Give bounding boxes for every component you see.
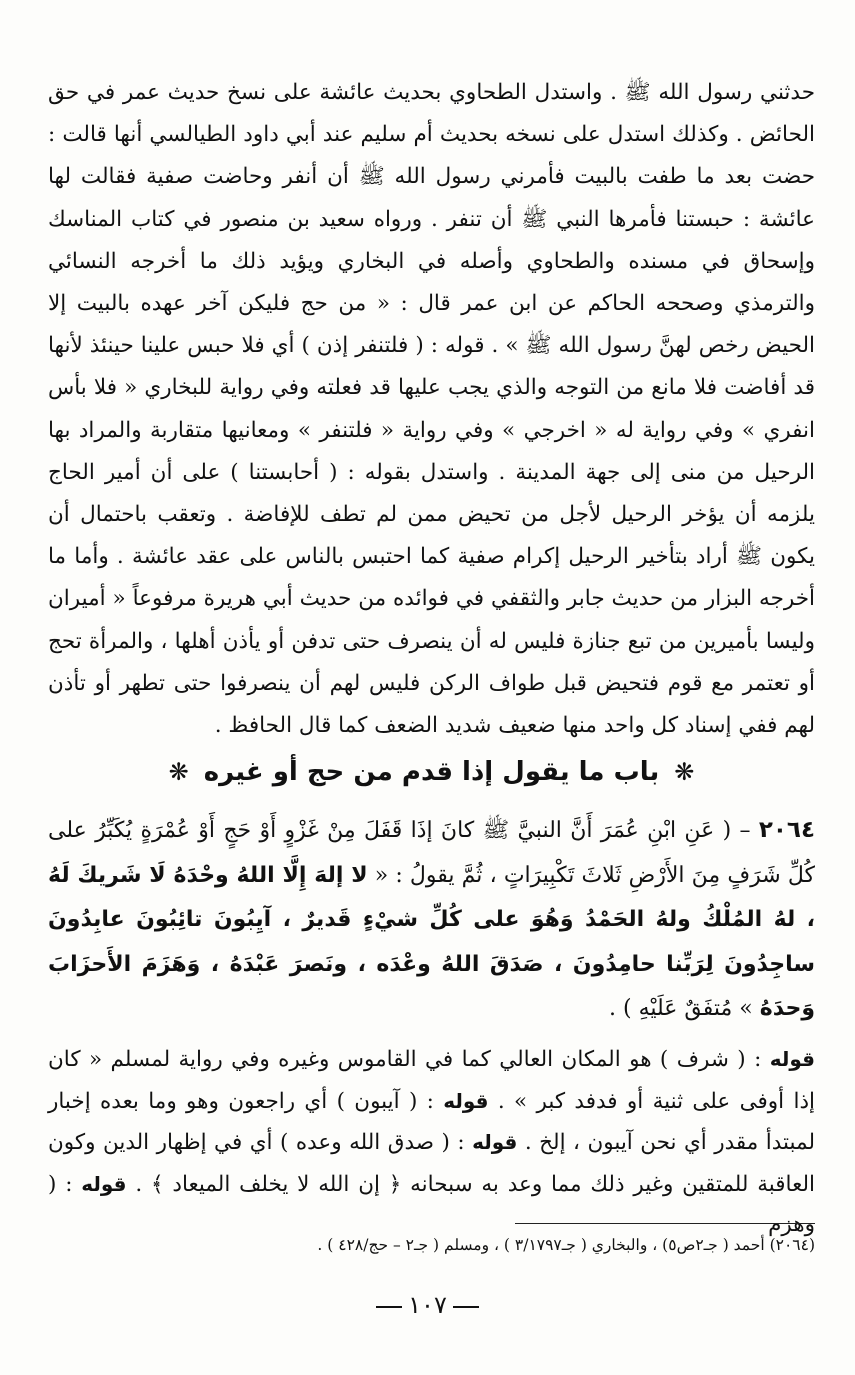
hadith-supplication-text: لا إلهَ إِلَّا اللهُ وحْدَهُ لَا شَريكَ لَهُ ، لهُ المُلْكُ ولهُ الحَمْدُ وَهُوَ على كُلِّ شيْءٍ قَديرٌ ، آيِبُونَ تائِبُونَ عابِدُونَ ساجِدُونَ لِرَبِّنا حامِدُونَ ، صَدَقَ اللهُ وعْدَه ، ونَصرَ عَبْدَهُ ، وَهَزَمَ الأَحزَابَ وَحدَهُ	[48, 862, 815, 1021]
footnote	[48, 1232, 815, 1258]
hadith-tail-text: » مُتفَقٌ عَلَيْهِ ) .	[609, 996, 760, 1021]
chapter-heading	[48, 752, 815, 792]
qawluhu-keyword: قوله	[443, 1088, 489, 1113]
commentary-text: : ( آيبون ) أي راجعون وهو وما بعده إخبار لمبتدأ مقدر أي نحن آيبون ، إلخ .	[48, 1088, 816, 1155]
chapter-title-text: باب ما يقول إذا قدم من حج أو غيره	[203, 757, 660, 787]
star-ornament-icon: ❋	[674, 758, 695, 786]
intro-paragraph	[48, 72, 815, 747]
star-ornament-icon: ❋	[168, 758, 189, 786]
commentary-text: : ( صدق الله وعده ) أي في إظهار الدين وكون العاقبة للمتقين وغير ذلك مما وعد به سبحانه ﴿ إن الله لا يخلف الميعاد ﴾ .	[48, 1130, 815, 1197]
commentary-text: : ( وهزم	[48, 1171, 815, 1237]
hadith-number: ٢٠٦٤	[758, 817, 815, 843]
hadith-block	[48, 808, 815, 1032]
page-number	[0, 1288, 855, 1322]
hadith-lead-text: ( عَنِ ابْنِ عُمَرَ أَنَّ النبيَّ ﷺ كانَ إذَا قَفَلَ مِنْ غَزْوٍ أَوْ حَجٍ أَوْ عُمْرَةٍ يُكَبِّرُ على كُلِّ شَرَفٍ مِنَ الأَرْضِ ثَلاثَ تَكْبِيرَاتٍ ، ثُمَّ يقولُ : «	[48, 818, 815, 888]
page-number-text: ١٠٧	[408, 1291, 447, 1319]
qawluhu-keyword: قوله	[81, 1171, 127, 1196]
footnote-divider	[515, 1223, 815, 1224]
commentary-text: : ( شرف ) هو المكان العالي كما في القاموس وغيره وفي رواية لمسلم « كان إذا أوفى على ثنية أو فدفد كبر » .	[48, 1047, 815, 1114]
qawluhu-keyword: قوله	[472, 1130, 518, 1154]
commentary-paragraph	[48, 1039, 815, 1246]
qawluhu-keyword: قوله	[769, 1047, 815, 1071]
intro-text: حدثني رسول الله ﷺ . واستدل الطحاوي بحديث عائشة على نسخ حديث عمر في حق الحائض . وكذلك استدل على نسخه بحديث أم سليم عند أبي داود الطيالسي أنها قالت : حضت بعد ما طفت بالبيت فأمرني رسول الله ﷺ أن أنفر وحاضت صفية فقالت لها عائشة : حبستنا فأمرها النبي ﷺ أن تنفر . ورواه سعيد بن منصور في كتاب المناسك وإسحاق في مسنده والطحاوي وأصله في البخاري ويؤيد ذلك ما أخرجه النسائي والترمذي وصححه الحاكم عن ابن عمر قال : « من حج فليكن آخر عهده بالبيت إلا الحيض رخص لهنَّ رسول الله ﷺ » . قوله : ( فلتنفر إذن ) أي فلا حبس علينا حينئذ لأنها قد أفاضت فلا مانع من التوجه والذي يجب عليها قد فعلته وفي رواية للبخاري « فلا بأس انفري » وفي رواية له « اخرجي » وفي رواية « فلتنفر » ومعانيها متقاربة والمراد بها الرحيل من منى إلى جهة المدينة . واستدل بقوله : ( أحابستنا ) على أن أمير الحاج يلزمه أن يؤخر الرحيل لأجل من تحيض ممن لم تطف للإفاضة . وتعقب باحتمال أن يكون ﷺ أراد بتأخير الرحيل إكرام صفية كما احتبس بالناس على عقد عائشة . وأما ما أخرجه البزار من حديث جابر والثقفي في فوائده من حديث أبي هريرة مرفوعاً « أميران وليسا بأميرين من تبع جنازة فليس له أن ينصرف حتى تدفن أو يأذن أهلها ، والمرأة تحج أو تعتمر مع قوم فتحيض قبل طواف الركن فليس لهم أن ينصرفوا حتى تطهر أو تأذن لهم ففي إسناد كل واحد منها ضعيف شديد الضعف كما قال الحافظ .	[48, 80, 815, 739]
footnote-text: (٢٠٦٤) أحمد ( جـ٢ص٥) ، والبخاري ( جـ٣/١٧٩٧ ) ، ومسلم ( جـ٢ – حج/٤٢٨ ) .	[317, 1236, 815, 1254]
page-number-dash	[376, 1306, 402, 1308]
hadith-dash: –	[731, 818, 759, 843]
page-number-dash	[453, 1306, 479, 1308]
